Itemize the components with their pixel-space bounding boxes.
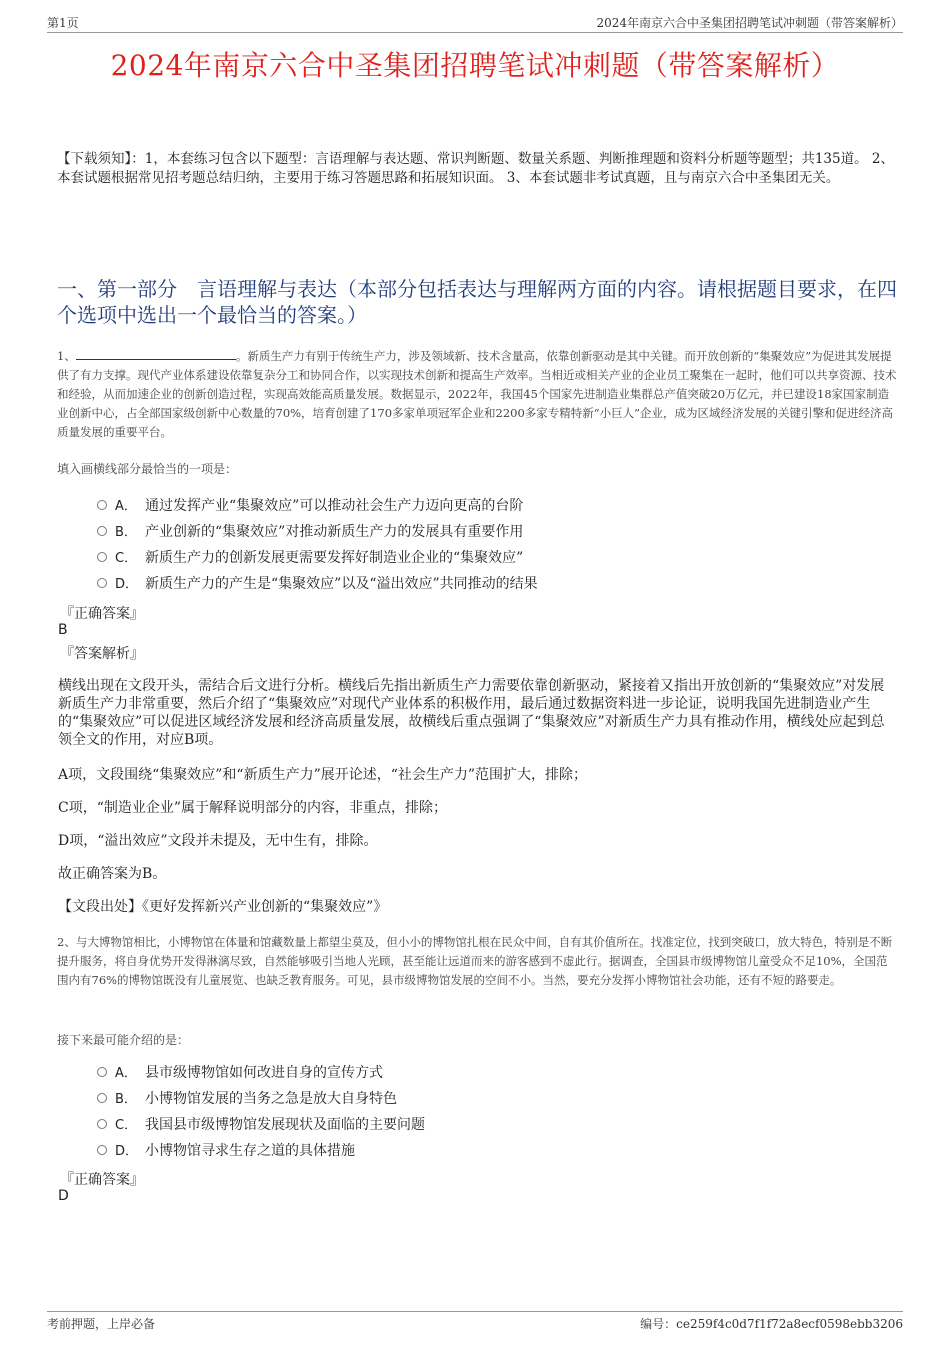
question-1-text — [57, 347, 897, 442]
radio-icon[interactable] — [97, 1093, 107, 1103]
page-footer — [47, 1311, 903, 1332]
question-1-analysis-main: 横线出现在文段开头，需结合后文进行分析。横线后先指出新质生产力需要依靠创新驱动，紧接着又指出开放创新的“集聚效应”对发展新质生产力非常重要，然后介绍了“集聚效应”对现代产业体系的积极作用，最后通过数据资料进一步论证，说明我国先进制造业产生的“集聚效应”可以促进区域经济发展和经济高质量发展，故横线后重点强调了“集聚效应”对新质生产力具有推动作用，横线处应起到总领全文的作用，对应B项。 — [58, 678, 885, 748]
question-1-answer-label: 『正确答案』 — [60, 606, 144, 622]
question-2-prompt: 接下来最可能介绍的是： — [57, 1033, 190, 1047]
radio-icon[interactable] — [97, 500, 107, 510]
question-1-analysis-conclusion: 故正确答案为B。 — [58, 866, 167, 882]
question-1-analysis-a: A项，文段围绕“集聚效应”和“新质生产力”展开论述，“社会生产力”范围扩大，排除； — [58, 767, 588, 783]
section-title: 一、第一部分 言语理解与表达（本部分包括表达与理解两方面的内容。请根据题目要求，在四个选项中选出一个最恰当的答案。） — [57, 277, 897, 327]
question-2-text: 2、与大博物馆相比，小博物馆在体量和馆藏数量上都望尘莫及，但小小的博物馆扎根在民众中间，自有其价值所在。找准定位，找到突破口，放大特色，特别是不断提升服务，将自身优势开发得淋漓尽致，自然能够吸引当地人光顾，甚至能让远道而来的游客感到不虚此行。据调查，全国县市级博物馆儿童受众不足10%，全国范围内有76%的博物馆既没有儿童展览、也缺乏教育服务。可见，县市级博物馆发展的空间不小。当然，要充分发挥小博物馆社会功能，还有不短的路要走。 — [57, 935, 893, 987]
question-1-option-c[interactable]: C． 新质生产力的创新发展更需要发挥好制造业企业的“集聚效应” — [97, 548, 523, 568]
page-title: 2024年南京六合中圣集团招聘笔试冲刺题（带答案解析） — [110, 49, 840, 82]
footer-slogan: 考前押题，上岸必备 — [47, 1317, 156, 1331]
radio-icon[interactable] — [97, 1067, 107, 1077]
question-1-blank — [76, 348, 236, 360]
question-1-option-a[interactable]: A． 通过发挥产业“集聚效应”可以推动社会生产力迈向更高的台阶 — [97, 496, 523, 516]
radio-icon[interactable] — [97, 526, 107, 536]
question-1-analysis-d: D项，“溢出效应”文段并未提及，无中生有，排除。 — [58, 833, 378, 849]
question-2-answer: D — [58, 1188, 69, 1204]
download-notice: 【下载须知】：1，本套练习包含以下题型：言语理解与表达题、常识判断题、数量关系题、判断推理题和资料分析题等题型；共135道。 2、本套试题根据常见招考题总结归纳，主要用于练习答题思路和拓展知识面。 3、本套试题非考试真题，且与南京六合中圣集团无关。 — [57, 151, 894, 186]
question-1-number: 1、 — [57, 349, 76, 363]
question-2-option-b[interactable]: B． 小博物馆发展的当务之急是放大自身特色 — [97, 1089, 397, 1109]
radio-icon[interactable] — [97, 552, 107, 562]
radio-icon[interactable] — [97, 1145, 107, 1155]
question-2-option-c[interactable]: C． 我国县市级博物馆发展现状及面临的主要问题 — [97, 1115, 425, 1135]
question-1-body: 。新质生产力有别于传统生产力，涉及领域新、技术含量高，依靠创新驱动是其中关键。而开放创新的“集聚效应”为促进其发展提供了有力支撑。现代产业体系建设依靠复杂分工和协同合作，以实现技术创新和提高生产效率。当相近或相关产业的企业员工聚集在一起时，他们可以共享资源、技术和经验，从而加速企业的创新创造过程，实现高效能高质量发展。数据显示，2022年，我国45个国家先进制造业集群总产值突破20万亿元，并已建设18家国家制造业创新中心，占全部国家级创新中心数量的70%，培育创建了170多家单项冠军企业和2200多家专精特新“小巨人”企业，成为区域经济发展的关键引擎和促进经济高质量发展的重要平台。 — [57, 349, 897, 439]
page-header — [47, 14, 903, 33]
question-1-analysis-c: C项，“制造业企业”属于解释说明部分的内容，非重点，排除； — [58, 800, 448, 816]
radio-icon[interactable] — [97, 578, 107, 588]
radio-icon[interactable] — [97, 1119, 107, 1129]
question-1-analysis-label: 『答案解析』 — [60, 646, 144, 662]
question-1-option-b[interactable]: B． 产业创新的“集聚效应”对推动新质生产力的发展具有重要作用 — [97, 522, 523, 542]
question-2-answer-label: 『正确答案』 — [60, 1172, 144, 1188]
question-1-prompt: 填入画横线部分最恰当的一项是： — [57, 462, 238, 476]
page-number: 第1页 — [47, 16, 79, 30]
question-1-option-d[interactable]: D． 新质生产力的产生是“集聚效应”以及“溢出效应”共同推动的结果 — [97, 574, 538, 594]
header-doc-title: 2024年南京六合中圣集团招聘笔试冲刺题（带答案解析） — [596, 16, 903, 30]
question-1-answer: B — [58, 622, 68, 638]
question-1-source: 【文段出处】《更好发挥新兴产业创新的“集聚效应”》 — [58, 899, 388, 915]
question-2-option-d[interactable]: D． 小博物馆寻求生存之道的具体措施 — [97, 1141, 355, 1161]
footer-doc-id: 编号：ce259f4c0d7f1f72a8ecf0598ebb3206 — [640, 1317, 903, 1331]
question-2-option-a[interactable]: A． 县市级博物馆如何改进自身的宣传方式 — [97, 1063, 383, 1083]
